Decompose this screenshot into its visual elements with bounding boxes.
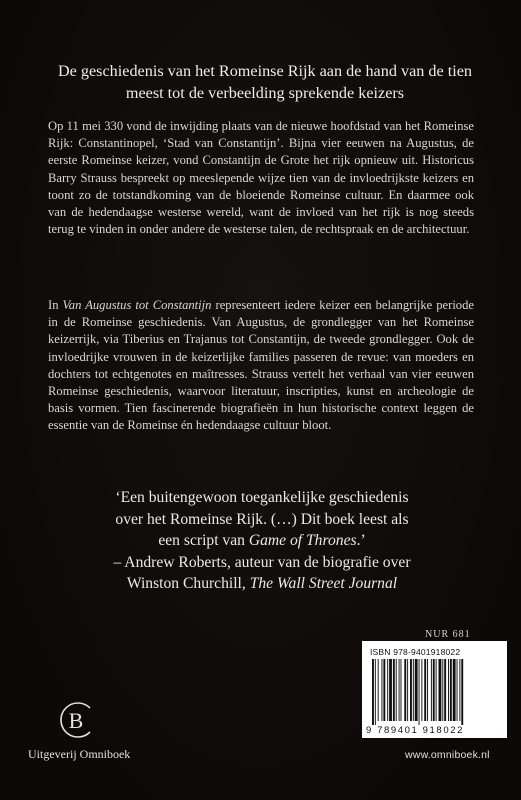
quote-line-3-text: een script van [158, 532, 249, 549]
book-title: Van Augustus tot Constantijn [62, 298, 212, 312]
quote-source-publication: The Wall Street Journal [249, 575, 398, 592]
quote-source [62, 573, 462, 595]
barcode-icon [370, 659, 498, 725]
barcode-number: 9 789401 918022 [366, 725, 464, 736]
paragraph-2-intro: In [48, 298, 63, 312]
quote-line-3-end: .’ [356, 532, 366, 549]
logo-letter: B [68, 708, 84, 733]
barcode-panel [362, 641, 507, 738]
publisher-url: www.omniboek.nl [405, 749, 490, 761]
cover-headline: De geschiedenis van het Romeinse Rijk aan de hand van de tien meest tot de verbeelding sprekende keizers [57, 62, 472, 102]
quote-line-2: over het Romeinse Rijk. (…) Dit boek leest als [115, 510, 409, 528]
description-paragraph-2 [48, 297, 474, 435]
quote-line-1: ‘Een buitengewoon toegankelijke geschiedenis [115, 489, 409, 506]
nur-code: NUR 681 [425, 629, 471, 640]
paragraph-2-rest: representeert iedere keizer een belangrijke periode in de Romeinse geschiedenis. Van Augustus, de grondlegger van het Romeinse keizerrijk, via Tiberius en Trajanus tot Constantijn, de tweede grondlegger. Ook de invloedrijke vrouwen in de keizerlijke families passeren de revue: van moeders en dochters tot echtgenotes en maîtresses. Strauss vertelt het verhaal van vier eeuwen Romeinse geschiedenis, waarvoor literatuur, inscripties, kunst en archeologie de basis vormen. Tien fascinerende biografieën in hun historische context leggen de essentie van de Romeinse én hedendaagse cultuur bloot. [48, 298, 474, 433]
review-quote [62, 487, 462, 595]
publisher-logo-icon [54, 698, 98, 742]
quote-line-3 [62, 530, 462, 552]
quote-show-title: Game of Thrones [248, 532, 357, 549]
quote-source-text: Winston Churchill, [126, 575, 250, 592]
quote-attribution: – Andrew Roberts, auteur van de biografie over [113, 553, 411, 571]
description-paragraph-1: Op 11 mei 330 vond de inwijding plaats van de nieuwe hoofdstad van het Romeinse Rijk: Constantinopel, ‘Stad van Constantijn’. Bijna vier eeuwen na Augustus, de eerste Romeinse keizer, vond Constantijn de Grote het rijk opnieuw uit. Historicus Barry Strauss bespreekt op meeslepende wijze tien van de invloedrijkste keizers en toont zo de totstandkoming van de bloeiende Romeinse cultuur. En daarmee ook van de hedendaagse westerse wereld, want de invloed van het rijk is nog steeds terug te vinden in onder andere de westerse talen, de rechtspraak en de architectuur. [48, 119, 474, 237]
publisher-name: Uitgeverij Omniboek [28, 747, 131, 761]
isbn-label: ISBN 978-9401918022 [370, 647, 461, 657]
